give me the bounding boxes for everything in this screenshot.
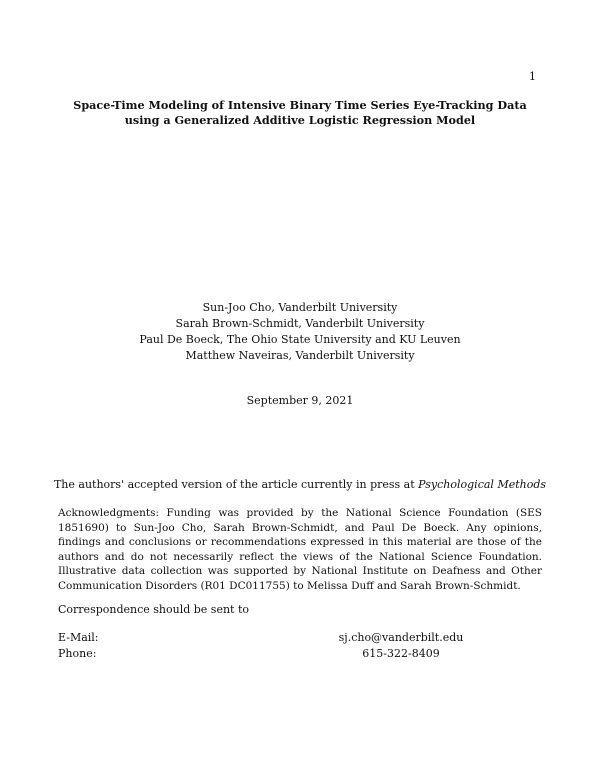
author-3: Paul De Boeck, The Ohio State University and KU Leuven xyxy=(139,333,461,346)
author-list xyxy=(0,300,600,364)
publication-date: September 9, 2021 xyxy=(246,394,354,407)
title-line-1: Space-Time Modeling of Intensive Binary Time Series Eye-Tracking Data xyxy=(73,98,527,112)
page-number: 1 xyxy=(529,70,536,83)
accepted-note xyxy=(0,478,600,491)
email-value: sj.cho@vanderbilt.edu xyxy=(338,631,464,644)
journal-name: Psychological Methods xyxy=(418,478,547,491)
phone-value: 615-322-8409 xyxy=(362,647,440,660)
correspondence-note: Correspondence should be sent to xyxy=(58,603,250,616)
acknowledgments: Acknowledgments: Funding was provided by the National Science Foundation (SES 1851690) to Sun-Joo Cho, Sarah Brown-Schmidt, and Paul De Boeck. Any opinions, findings and conclusions or recommendations expressed in this material are those of the authors and do not necessarily reflect the views of the National Science Foundation. Illustrative data collection was supported by National Institute on Deafness and Other Communication Disorders (R01 DC011755) to Melissa Duff and Sarah Brown-Schmidt. xyxy=(58,507,542,592)
title-line-2: using a Generalized Additive Logistic Regression Model xyxy=(124,113,476,127)
phone-label: Phone: xyxy=(58,647,97,660)
email-label: E-Mail: xyxy=(58,631,99,644)
author-4: Matthew Naveiras, Vanderbilt University xyxy=(185,349,415,362)
paper-title xyxy=(0,98,600,128)
accepted-note-text: The authors' accepted version of the article currently in press at xyxy=(53,478,415,491)
author-1: Sun-Joo Cho, Vanderbilt University xyxy=(202,301,398,314)
author-2: Sarah Brown-Schmidt, Vanderbilt University xyxy=(175,317,425,330)
